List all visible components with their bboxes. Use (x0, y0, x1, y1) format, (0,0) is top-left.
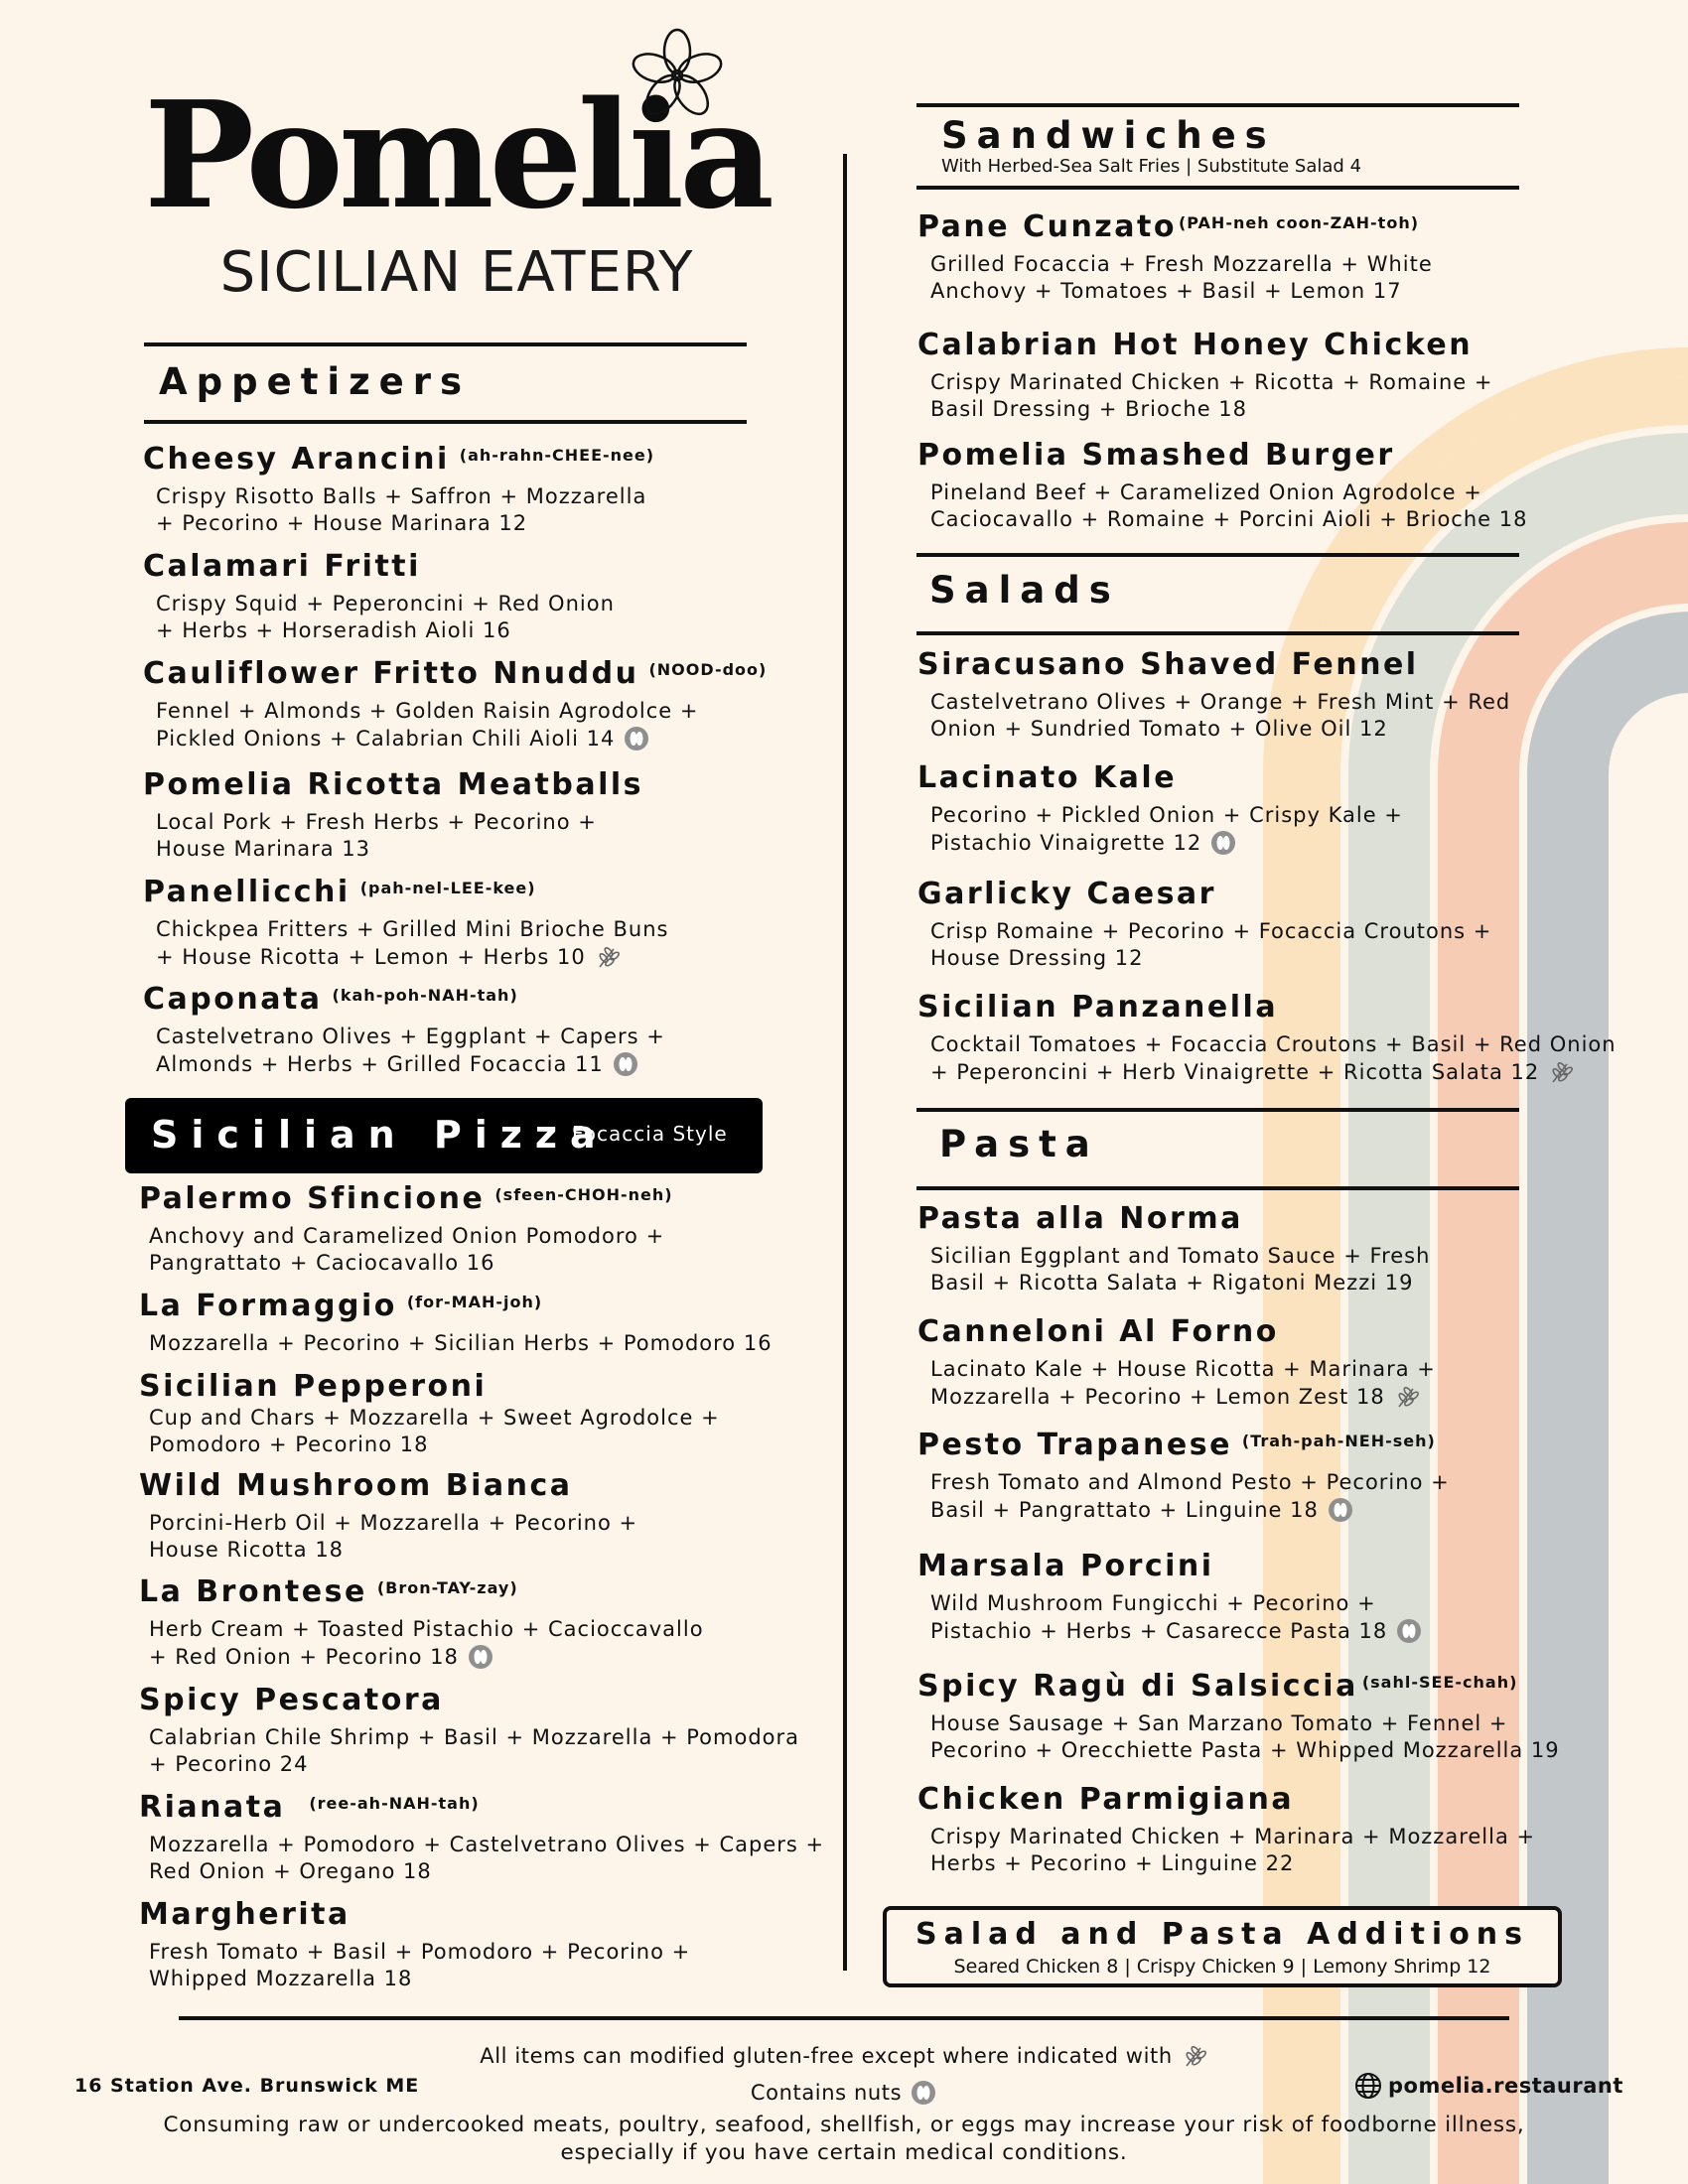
column-divider (843, 154, 847, 1971)
item-description: Local Pork + Fresh Herbs + Pecorino + House Marinara 13 (156, 809, 597, 861)
nut-icon (1327, 1496, 1354, 1524)
menu-item-smashed-burger (917, 440, 1527, 533)
sandwiches-rule-top (916, 103, 1519, 107)
website-link[interactable]: pomelia.restaurant (1353, 2071, 1623, 2101)
wheat-icon (1393, 1383, 1421, 1411)
item-name: Marsala Porcini (917, 1549, 1214, 1583)
brand-tagline: SICILIAN EATERY (219, 240, 694, 305)
item-name: Panellicchi $^{(pah-nel-LEE-kee)}$ (143, 875, 536, 909)
item-name: Calabrian Hot Honey Chicken (917, 328, 1474, 362)
menu-item-cheesy-arancini (143, 444, 654, 537)
item-description: Pineland Beef + Caramelized Onion Agrodolce + Caciocavallo + Romaine + Porcini Aioli + Brioche 18 (930, 479, 1528, 531)
item-name: La Brontese $^{(Bron-TAY-zay)}$ (139, 1574, 518, 1609)
sandwiches-rule-bottom (916, 186, 1519, 190)
pizza-style: Focaccia Style (572, 1122, 728, 1146)
appetizers-rule-top (144, 342, 747, 346)
item-description: Castelvetrano Olives + Orange + Fresh Mint + Red Onion + Sundried Tomato + Olive Oil 12 (930, 689, 1511, 741)
item-name: Spicy Ragù di Salsiccia $^{(sahl-SEE-chah)}$ (917, 1669, 1518, 1704)
additions-title: Salad and Pasta Additions (914, 1917, 1530, 1952)
item-name: Pesto Trapanese $^{(Trah-pah-NEH-seh)}$ (917, 1428, 1436, 1462)
item-name: Margherita (139, 1897, 351, 1932)
item-description: Crispy Risotto Balls + Saffron + Mozzarella + Pecorino + House Marinara 12 (156, 483, 647, 535)
pronunciation: (kah-poh-NAH-tah) (332, 986, 518, 1005)
menu-item-spicy-ragu (917, 1671, 1560, 1764)
nut-icon (1209, 829, 1237, 857)
item-description: Cocktail Tomatoes + Focaccia Croutons + Basil + Red Onion + Peperoncini + Herb Vinaigrette + Ricotta Salata 12 (930, 1031, 1617, 1084)
pasta-title: Pasta (939, 1123, 1099, 1165)
item-name: Sicilian Pepperoni (139, 1369, 488, 1404)
menu-item-garlicky-caesar (917, 879, 1491, 972)
plumeria-flower-icon (628, 26, 727, 125)
pronunciation: (Bron-TAY-zay) (376, 1578, 518, 1597)
nut-icon (467, 1643, 494, 1671)
globe-icon (1353, 2071, 1383, 2101)
item-name: Canneloni Al Forno (917, 1314, 1279, 1349)
item-name: Wild Mushroom Bianca (139, 1468, 573, 1503)
item-description: Fennel + Almonds + Golden Raisin Agrodolce + Pickled Onions + Calabrian Chili Aioli 14 (156, 698, 699, 751)
footer-rule (179, 2016, 1509, 2020)
sandwiches-subtitle: With Herbed-Sea Salt Fries | Substitute Salad 4 (941, 156, 1362, 177)
menu-item-spicy-pescatora (139, 1685, 799, 1778)
menu-item-cauliflower-fritto (143, 658, 767, 752)
menu-item-siracusano-fennel (917, 649, 1510, 743)
item-name: La Formaggio $^{(for-MAH-joh)}$ (139, 1289, 543, 1323)
food-safety-disclaimer: Consuming raw or undercooked meats, poultry, seafood, shellfish, or eggs may increase your risk of foodborne illness, especially if you have certain medical conditions. (163, 2113, 1525, 2165)
nut-icon (623, 725, 650, 752)
additions-box (883, 1906, 1562, 1987)
item-name: Pasta alla Norma (917, 1201, 1243, 1236)
item-description: Chickpea Fritters + Grilled Mini Brioche Buns + House Ricotta + Lemon + Herbs 10 (156, 916, 669, 969)
pronunciation: (sfeen-CHOH-neh) (494, 1185, 673, 1204)
salads-rule-top (916, 553, 1519, 557)
nut-icon (1395, 1617, 1423, 1645)
wheat-icon (1181, 2042, 1208, 2070)
item-name: Calamari Fritti (143, 549, 421, 584)
menu-item-palermo-sfincione (139, 1183, 673, 1277)
pronunciation: (ree-ah-NAH-tah) (309, 1794, 480, 1813)
nuts-note: Contains nuts (149, 2079, 1539, 2107)
menu-item-caponata (143, 984, 665, 1078)
pronunciation: (sahl-SEE-chah) (1361, 1673, 1518, 1692)
item-name: Garlicky Caesar (917, 877, 1216, 911)
pronunciation: (PAH-neh coon-ZAH-toh) (1178, 213, 1420, 232)
item-description: Crisp Romaine + Pecorino + Focaccia Croutons + House Dressing 12 (930, 918, 1492, 970)
menu-item-lacinato-kale (917, 762, 1403, 857)
item-description: Mozzarella + Pecorino + Sicilian Herbs + Pomodoro 16 (149, 1330, 773, 1355)
item-name: Spicy Pescatora (139, 1683, 444, 1717)
item-description: Porcini-Herb Oil + Mozzarella + Pecorino + House Ricotta 18 (149, 1510, 638, 1562)
pronunciation: (for-MAH-joh) (406, 1293, 543, 1311)
item-description: Lacinato Kale + House Ricotta + Marinara + Mozzarella + Pecorino + Lemon Zest 18 (930, 1356, 1436, 1409)
menu-item-pasta-alla-norma (917, 1203, 1430, 1297)
additions-text: Seared Chicken 8 | Crispy Chicken 9 | Lemony Shrimp 12 (953, 1956, 1491, 1978)
item-description: Sicilian Eggplant and Tomato Sauce + Fresh Basil + Ricotta Salata + Rigatoni Mezzi 19 (930, 1243, 1431, 1295)
item-name: Caponata $^{(kah-poh-NAH-tah)}$ (143, 982, 518, 1017)
menu-item-canneloni-al-forno (917, 1316, 1436, 1411)
item-name: Lacinato Kale (917, 760, 1178, 795)
item-name: Cauliflower Fritto Nnuddu $^{(NOOD-doo)}$ (143, 656, 768, 691)
salads-title: Salads (929, 569, 1120, 612)
appetizers-rule-bottom (144, 420, 747, 424)
item-description: Pecorino + Pickled Onion + Crispy Kale + Pistachio Vinaigrette 12 (930, 802, 1403, 855)
pronunciation: (pah-nel-LEE-kee) (359, 879, 536, 897)
menu-item-wild-mushroom-bianca (139, 1470, 637, 1564)
address: 16 Station Ave. Brunswick ME (74, 2075, 420, 2097)
item-description: Cup and Chars + Mozzarella + Sweet Agrodolce + Pomodoro + Pecorino 18 (149, 1405, 720, 1456)
pasta-rule-bottom (916, 1186, 1519, 1190)
item-description: Mozzarella + Pomodoro + Castelvetrano Olives + Capers + Red Onion + Oregano 18 (149, 1832, 825, 1883)
menu-item-la-brontese (139, 1576, 704, 1671)
menu-item-pesto-trapanese (917, 1430, 1450, 1524)
nut-icon (612, 1050, 639, 1078)
item-description: Fresh Tomato + Basil + Pomodoro + Pecorino + Whipped Mozzarella 18 (149, 1939, 691, 1990)
appetizers-title: Appetizers (159, 360, 471, 403)
salads-rule-bottom (916, 631, 1519, 635)
menu-item-sicilian-panzanella (917, 992, 1617, 1086)
item-description: Crispy Marinated Chicken + Ricotta + Romaine + Basil Dressing + Brioche 18 (930, 369, 1493, 421)
item-description: Herb Cream + Toasted Pistachio + Cacioccavallo + Red Onion + Pecorino 18 (149, 1616, 704, 1669)
pizza-title: Sicilian Pizza (151, 1113, 609, 1157)
item-name: Pomelia Ricotta Meatballs (143, 767, 644, 802)
item-name: Sicilian Panzanella (917, 990, 1279, 1024)
menu-item-la-formaggio (139, 1291, 773, 1357)
item-description: Crispy Marinated Chicken + Marinara + Mozzarella + Herbs + Pecorino + Linguine 22 (930, 1824, 1536, 1875)
item-description: Grilled Focaccia + Fresh Mozzarella + White Anchovy + Tomatoes + Basil + Lemon 17 (930, 251, 1433, 303)
menu-item-calabrian-hot-honey-chicken (917, 330, 1493, 423)
nut-icon (910, 2079, 937, 2107)
menu-item-chicken-parmigiana (917, 1784, 1535, 1877)
gluten-note: All items can modified gluten-free except where indicated with (149, 2042, 1539, 2070)
item-description: Calabrian Chile Shrimp + Basil + Mozzarella + Pomodora + Pecorino 24 (149, 1724, 800, 1776)
item-description: House Sausage + San Marzano Tomato + Fennel + Pecorino + Orecchiette Pasta + Whipped Mozzarella 19 (930, 1710, 1560, 1762)
item-name: Chicken Parmigiana (917, 1782, 1295, 1817)
item-name: Rianata $^{(ree-ah-NAH-tah)}$ (139, 1790, 480, 1825)
pizza-banner (125, 1098, 763, 1173)
menu-item-panellicchi (143, 877, 669, 971)
wheat-icon (1547, 1058, 1575, 1086)
item-description: Wild Mushroom Fungicchi + Pecorino + Pistachio + Herbs + Casarecce Pasta 18 (930, 1590, 1423, 1645)
pronunciation: (Trah-pah-NEH-seh) (1241, 1432, 1436, 1450)
item-name: Pomelia Smashed Burger (917, 438, 1395, 473)
menu-item-calamari-fritti (143, 551, 615, 644)
menu-item-pane-cunzato (917, 211, 1433, 305)
item-description: Crispy Squid + Peperoncini + Red Onion + Herbs + Horseradish Aioli 16 (156, 591, 615, 642)
pronunciation: (NOOD-doo) (648, 660, 768, 679)
menu-item-rianata (139, 1792, 824, 1885)
pronunciation: (ah-rahn-CHEE-nee) (459, 446, 655, 465)
item-name: Cheesy Arancini $^{(ah-rahn-CHEE-nee)}$ (143, 442, 655, 477)
menu-item-sicilian-pepperoni (139, 1371, 720, 1458)
menu-item-margherita (139, 1899, 690, 1992)
item-name: Pane Cunzato $^{(PAH-neh coon-ZAH-toh)}$ (917, 209, 1420, 244)
sandwiches-title: Sandwiches (941, 114, 1276, 157)
menu-item-marsala-porcini (917, 1551, 1423, 1645)
item-description: Fresh Tomato and Almond Pesto + Pecorino + Basil + Pangrattato + Linguine 18 (930, 1469, 1450, 1522)
pasta-rule-top (916, 1108, 1519, 1112)
wheat-icon (594, 943, 622, 971)
item-name: Siracusano Shaved Fennel (917, 647, 1419, 682)
item-description: Castelvetrano Olives + Eggplant + Capers + Almonds + Herbs + Grilled Focaccia 11 (156, 1024, 665, 1076)
brand-name: Pomelia (143, 68, 771, 241)
item-name: Palermo Sfincione $^{(sfeen-CHOH-neh)}$ (139, 1181, 673, 1216)
menu-item-ricotta-meatballs (143, 769, 643, 863)
item-description: Anchovy and Caramelized Onion Pomodoro + Pangrattato + Caciocavallo 16 (149, 1223, 665, 1275)
